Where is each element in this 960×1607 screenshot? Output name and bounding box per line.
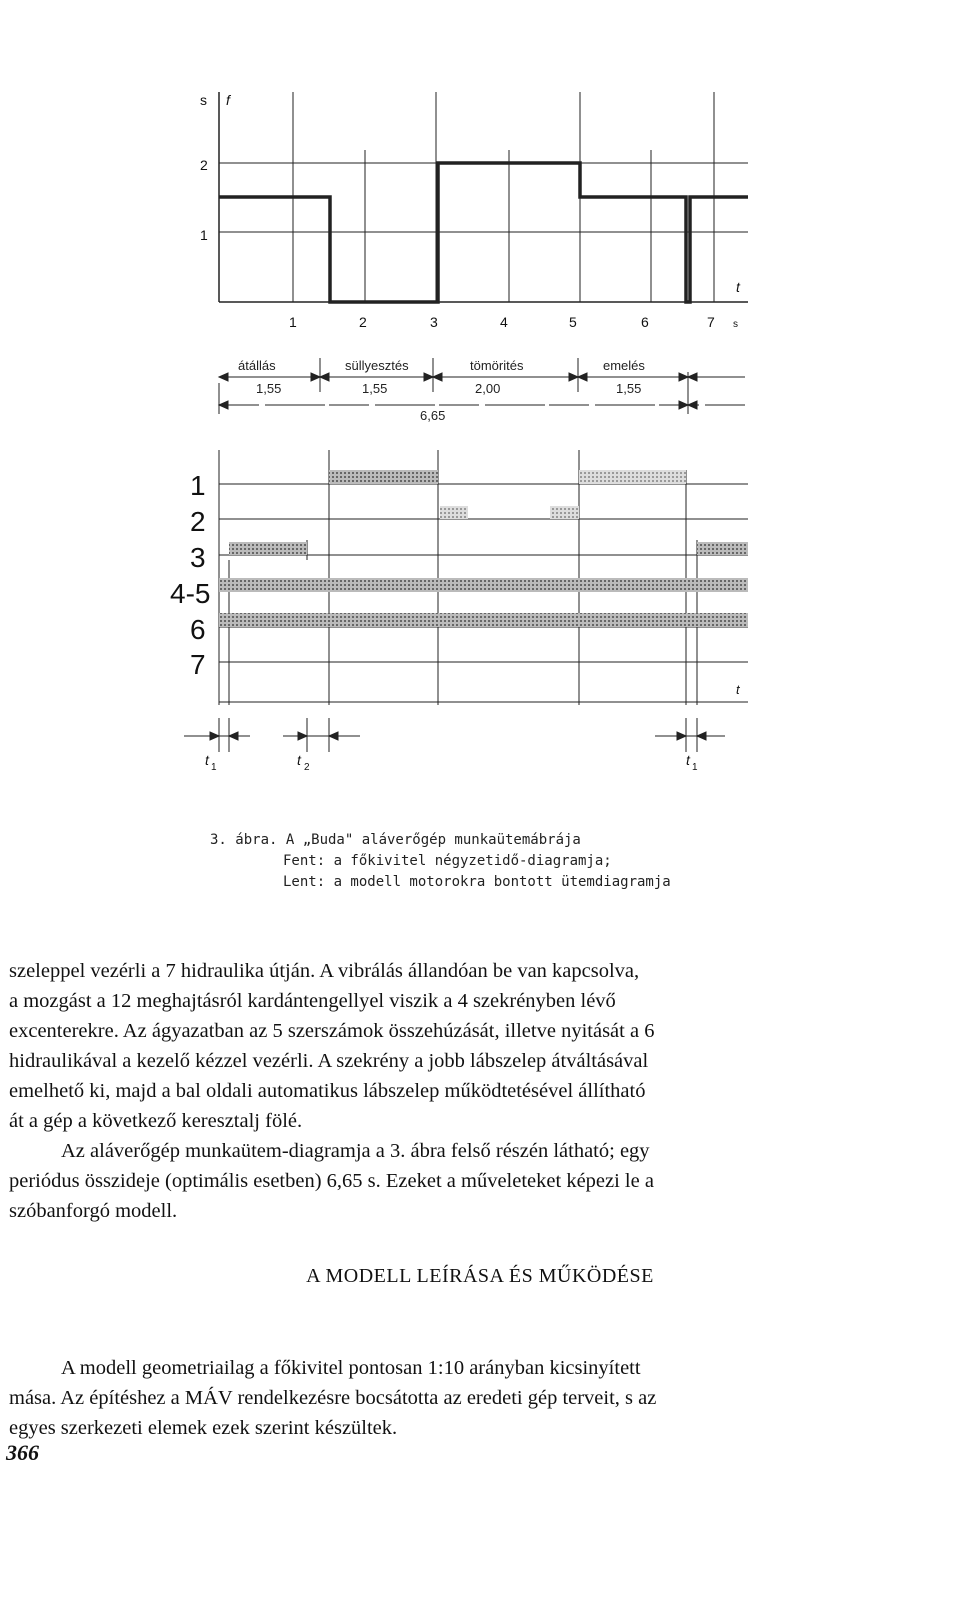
x-tick: 1 [289, 314, 297, 330]
y-label-s: s [200, 92, 207, 108]
section-heading: A MODELL LEÍRÁSA ÉS MŰKÖDÉSE [306, 1265, 654, 1287]
x-tick: 6 [641, 314, 649, 330]
interval-markers [184, 718, 725, 752]
figure-caption [210, 830, 810, 893]
phase-name: emelés [603, 358, 645, 373]
phase-name: süllyesztés [345, 358, 409, 373]
text-line: emelhető ki, majd a bal oldali automatikus lábszelep működtetésével állítható [9, 1080, 646, 1102]
motor-row-label: 6 [190, 614, 206, 645]
page-number: 366 [6, 1440, 39, 1465]
total-duration: 6,65 [420, 408, 446, 423]
motor-row-label: 2 [190, 506, 206, 537]
motor-row-label: 7 [190, 649, 206, 680]
x-tick: 5 [569, 314, 577, 330]
y-label-f: f [226, 92, 230, 108]
text-line: át a gép a következő keresztalj fölé. [9, 1110, 303, 1132]
marker-sub: 2 [304, 762, 310, 773]
interval-marker-labels [205, 752, 698, 773]
phase-duration: 2,00 [475, 381, 501, 396]
x-tick: 4 [500, 314, 508, 330]
motor-time-label: t [736, 682, 740, 697]
marker-t: t [205, 752, 209, 768]
text-line: szóbanforgó modell. [9, 1200, 178, 1222]
text-line: Az aláverőgép munkaütem-diagramja a 3. ábra felső részén látható; egy [61, 1140, 650, 1162]
motor-row-label: 3 [190, 542, 206, 573]
four-time-diagram [219, 92, 748, 302]
text-line: szeleppel vezérli a 7 hidraulika útján. A vibrálás állandóan be van kapcsolva, [9, 960, 640, 982]
motor-row-label: 1 [190, 470, 206, 501]
body-paragraph-1 [9, 956, 929, 1226]
text-line: A modell geometriailag a főkivitel pontosan 1:10 arányban kicsinyített [61, 1357, 641, 1379]
body-paragraph-3 [9, 1353, 929, 1443]
x-tick: 2 [359, 314, 367, 330]
text-line: periódus összideje (optimális esetben) 6,65 s. Ezeket a műveleteket képezi le a [9, 1170, 654, 1192]
phase-duration: 1,55 [616, 381, 642, 396]
top-chart-labels [200, 92, 741, 330]
x-axis-t: t [736, 279, 740, 295]
motor-bars [219, 470, 748, 627]
text-line: hidraulikával a kezelő kézzel vezérli. A szekrény a jobb lábszelep átváltásával [9, 1050, 649, 1072]
phase-name: átállás [238, 358, 276, 373]
motor-row-label: 4-5 [170, 578, 211, 609]
y-tick-1: 1 [200, 227, 208, 243]
x-axis-s: s [733, 319, 738, 330]
y-tick-2: 2 [200, 157, 208, 173]
marker-sub: 1 [692, 762, 698, 773]
caption-line: 3. ábra. A „Buda" aláverőgép munkaütemábrája [210, 832, 581, 848]
caption-line: Lent: a modell motorokra bontott ütemdiagramja [283, 874, 671, 890]
x-tick: 3 [430, 314, 438, 330]
text-line: egyes szerkezeti elemek ezek szerint készültek. [9, 1417, 398, 1439]
marker-t: t [686, 752, 690, 768]
marker-t: t [297, 752, 301, 768]
phase-duration: 1,55 [362, 381, 388, 396]
text-line: excenterekre. Az ágyazatban az 5 szerszámok összehúzását, illetve nyitását a 6 [9, 1020, 655, 1042]
phase-duration: 1,55 [256, 381, 282, 396]
text-line: mása. Az építéshez a MÁV rendelkezésre bocsátotta az eredeti gép terveit, s az [9, 1387, 657, 1409]
caption-line: Fent: a főkivitel négyzetidő-diagramja; [283, 853, 612, 869]
motor-diagram [219, 450, 748, 705]
phase-name: tömörités [470, 358, 524, 373]
marker-sub: 1 [211, 762, 217, 773]
text-line: a mozgást a 12 meghajtásról kardántengellyel viszik a 4 szekrényben lévő [9, 990, 616, 1012]
x-tick: 7 [707, 314, 715, 330]
phase-labels [238, 358, 645, 423]
